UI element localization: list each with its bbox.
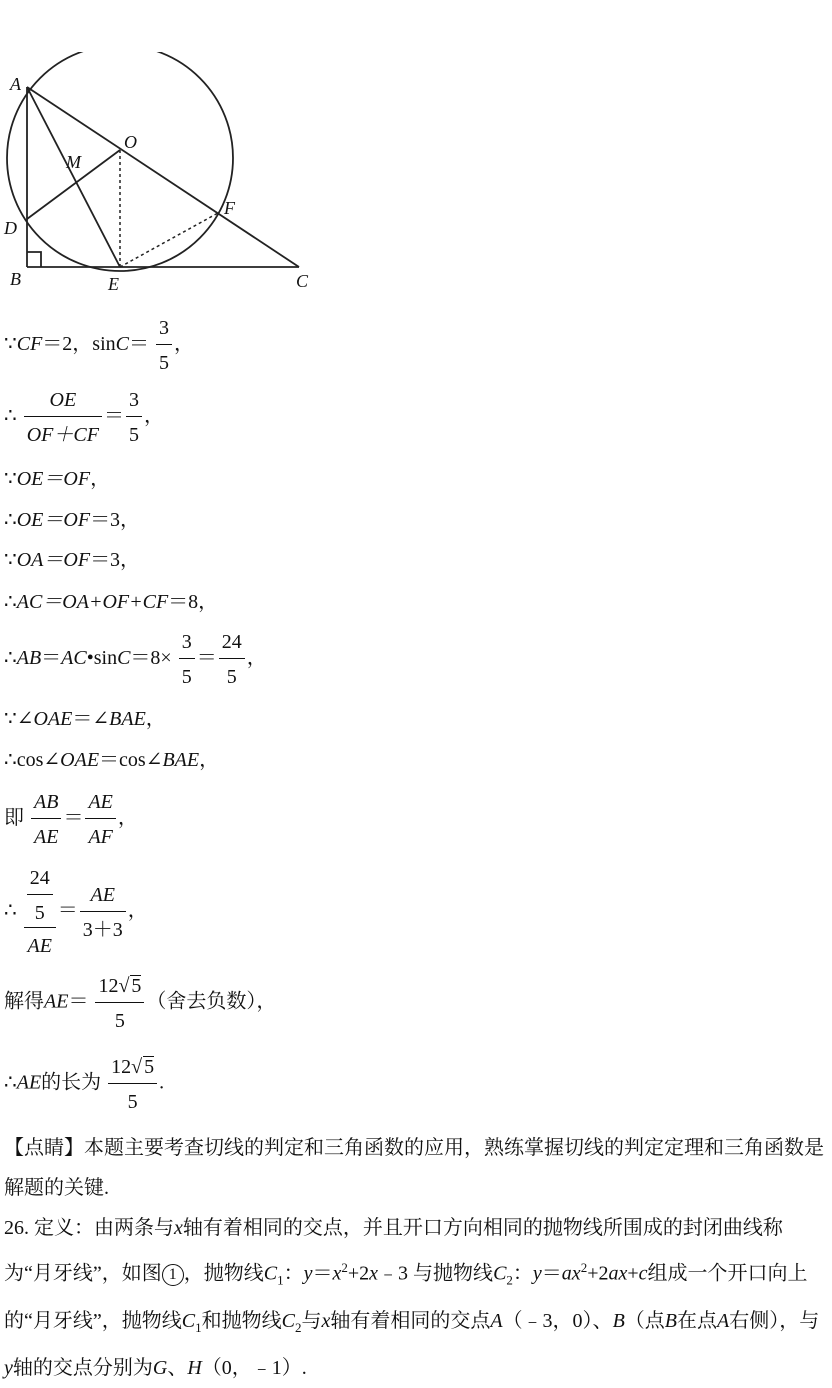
step-3: ∵OE＝OF，: [4, 468, 111, 490]
step-13: ∴AE的长为 $\frac{12√ 5}{5}$ .: [4, 1056, 165, 1113]
geometry-figure: [0, 52, 340, 302]
step-4: ∴OE＝OF＝3，: [4, 509, 141, 531]
step-5: ∵OA＝OF＝3，: [4, 549, 141, 571]
fraction: $\frac{3}{5}$: [179, 632, 195, 687]
fraction: $\frac{24}{5}$: [219, 632, 245, 687]
label-a: A: [10, 74, 21, 94]
step-2: ∴ $\frac{OE}{OF+CF}$ ＝ $\frac{3}{5}$ ，: [4, 389, 164, 446]
step-12: 解得AE＝ $\frac{12√ 5}{5}$ （舍去负数），: [4, 975, 277, 1032]
inner-fraction: $\frac{24}{5}$: [27, 868, 53, 923]
right-angle-mark: [27, 252, 41, 267]
fraction: $\frac{AE}{3+3}$: [80, 885, 126, 940]
fraction: $\frac{3}{5}$: [156, 318, 172, 373]
segment-ac: [27, 87, 299, 267]
label-c: C: [296, 271, 309, 291]
fraction: $\frac{12√ 5}{5}$: [108, 1056, 157, 1112]
fraction: $\frac{AE}{AF}$: [85, 792, 115, 847]
fraction: $\frac{AB}{AE}$: [31, 792, 61, 847]
comment-paragraph: 【点睛】本题主要考查切线的判定和三角函数的应用，熟练掌握切线的判定定理和三角函数是解题的关键.: [4, 1137, 824, 1199]
step-8: ∵∠OAE＝∠BAE，: [4, 708, 166, 730]
label-o: O: [124, 132, 137, 152]
label-d: D: [4, 218, 17, 238]
label-e: E: [108, 274, 119, 294]
label-f: F: [224, 198, 235, 218]
step-1: ∵CF＝2，sinC＝ $\frac{3}{5}$ ，: [4, 317, 194, 374]
problem-26: 26. 定义：由两条与x轴有着相同的交点，并且开口方向相同的抛物线所围成的封闭曲线称为“月牙线”，如图 1 ，抛物线$C_1$：$y=x^2+2x﹣3$ 与抛物线$C_2$：$y=ax^2+2ax+c$组成一个开口向上的“月牙线”，抛物线$C_1$和抛物线$C_2$与x轴有着相同的交点A（﹣3，0）、B（点B在点A右侧），与y轴的交点分别为G、H（0，﹣1）.: [4, 1217, 820, 1379]
label-b: B: [10, 269, 21, 289]
step-10: 即 $\frac{AB}{AE}$ ＝ $\frac{AE}{AF}$ ，: [4, 791, 138, 848]
fraction: $\frac{OE}{OF+CF}$: [24, 390, 102, 445]
compound-fraction: $\frac{\frac{24}{5}}{AE}$: [24, 868, 56, 956]
fraction: $\frac{12√ 5}{5}$: [95, 975, 144, 1031]
step-11: ∴ $\frac{\frac{24}{5}}{AE}$ ＝ $\frac{AE}{3+3}$ ，: [4, 867, 148, 957]
circle-o: [7, 52, 233, 271]
circled-number: 1: [162, 1264, 184, 1286]
fraction: $\frac{3}{5}$: [126, 390, 142, 445]
step-9: ∴cos∠OAE＝cos∠BAE，: [4, 749, 220, 771]
label-m: M: [66, 152, 81, 172]
step-7: ∴AB＝AC•sinC＝8× $\frac{3}{5}$ ＝ $\frac{24}{5}$ ，: [4, 631, 267, 688]
step-6: ∴AC＝OA+OF+CF＝8，: [4, 591, 219, 613]
